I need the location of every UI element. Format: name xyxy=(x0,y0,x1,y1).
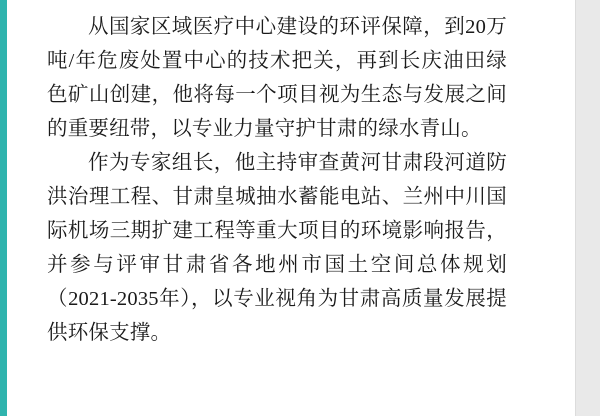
left-accent-bar xyxy=(0,0,7,416)
document-body xyxy=(7,0,552,416)
paragraph-1: 从国家区域医疗中心建设的环评保障，到20万吨/年危废处置中心的技术把关，再到长庆油田绿色矿山创建，他将每一个项目视为生态与发展之间的重要纽带，以专业力量守护甘肃的绿水青山。 xyxy=(47,16,507,140)
paragraph-2: 作为专家组长，他主持审查黄河甘肃段河道防洪治理工程、甘肃皇城抽水蓄能电站、兰州中川国际机场三期扩建工程等重大项目的环境影响报告，并参与评审甘肃省各地州市国土空间总体规划（2021-2035年），以专业视角为甘肃高质量发展提供环保支撑。 xyxy=(47,152,507,344)
right-margin-column xyxy=(576,0,600,416)
